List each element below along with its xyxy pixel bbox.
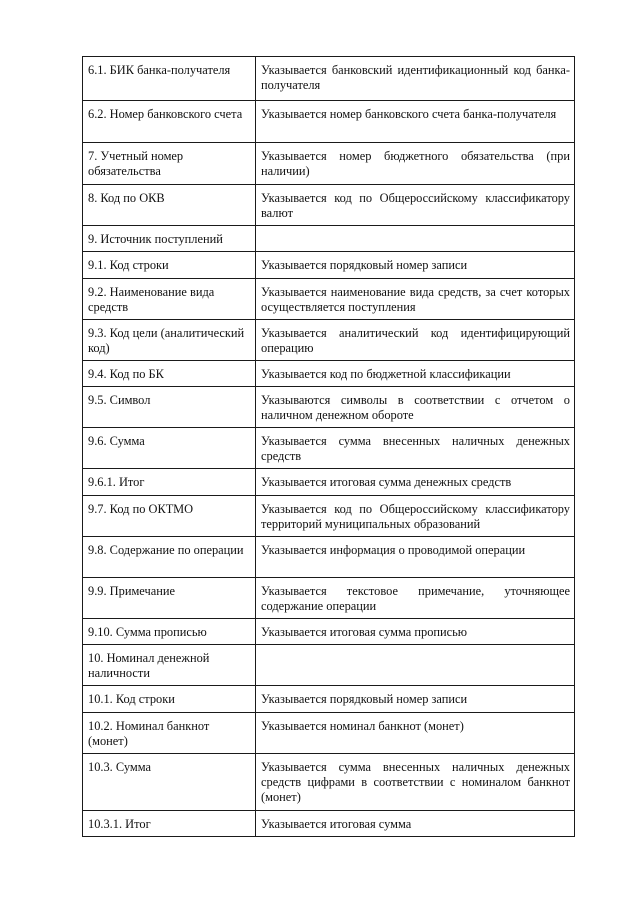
field-description-cell: Указывается порядковый номер записи [256, 686, 575, 713]
field-description-cell: Указывается итоговая сумма [256, 811, 575, 837]
field-name-cell: 6.2. Номер банковского счета [83, 101, 256, 143]
field-name-cell: 9.9. Примечание [83, 578, 256, 619]
field-description-cell: Указывается код по Общероссийскому классификатору территорий муниципальных образований [256, 496, 575, 537]
table-row [83, 496, 575, 537]
field-name-cell: 7. Учетный номер обязательства [83, 143, 256, 185]
field-name-cell: 10.1. Код строки [83, 686, 256, 713]
table-row [83, 252, 575, 279]
field-description-cell: Указывается номинал банкнот (монет) [256, 713, 575, 754]
table-row [83, 101, 575, 143]
field-name-cell: 10.2. Номинал банкнот (монет) [83, 713, 256, 754]
field-name-cell: 9.3. Код цели (аналитический код) [83, 320, 256, 361]
table-row [83, 279, 575, 320]
field-description-cell [256, 226, 575, 252]
field-description-cell: Указывается код по бюджетной классификации [256, 361, 575, 387]
field-name-cell: 9.4. Код по БК [83, 361, 256, 387]
table-row [83, 185, 575, 226]
table-row [83, 754, 575, 811]
table-row [83, 686, 575, 713]
table-row [83, 537, 575, 578]
field-description-cell: Указывается номер бюджетного обязательства (при наличии) [256, 143, 575, 185]
field-name-cell: 6.1. БИК банка-получателя [83, 57, 256, 101]
table-row [83, 469, 575, 496]
field-description-cell: Указывается сумма внесенных наличных денежных средств [256, 428, 575, 469]
table-row [83, 320, 575, 361]
field-description-cell: Указывается текстовое примечание, уточняющее содержание операции [256, 578, 575, 619]
field-name-cell: 10. Номинал денежной наличности [83, 645, 256, 686]
field-description-cell: Указывается информация о проводимой операции [256, 537, 575, 578]
table-row [83, 361, 575, 387]
table-row [83, 387, 575, 428]
table-row [83, 619, 575, 645]
field-description-cell: Указывается банковский идентификационный код банка-получателя [256, 57, 575, 101]
requisites-table-body [83, 57, 575, 837]
field-description-cell: Указывается сумма внесенных наличных денежных средств цифрами в соответствии с номиналом банкнот (монет) [256, 754, 575, 811]
field-name-cell: 9. Источник поступлений [83, 226, 256, 252]
requisites-table [82, 56, 575, 837]
table-row [83, 578, 575, 619]
field-description-cell: Указывается код по Общероссийскому классификатору валют [256, 185, 575, 226]
field-name-cell: 9.7. Код по ОКТМО [83, 496, 256, 537]
table-row [83, 57, 575, 101]
field-name-cell: 8. Код по ОКВ [83, 185, 256, 226]
table-row [83, 143, 575, 185]
field-name-cell: 10.3. Сумма [83, 754, 256, 811]
field-description-cell: Указывается наименование вида средств, за счет которых осуществляется поступления [256, 279, 575, 320]
table-row [83, 811, 575, 837]
field-name-cell: 9.1. Код строки [83, 252, 256, 279]
field-description-cell [256, 645, 575, 686]
field-name-cell: 9.6. Сумма [83, 428, 256, 469]
table-row [83, 226, 575, 252]
field-name-cell: 9.10. Сумма прописью [83, 619, 256, 645]
field-description-cell: Указывается аналитический код идентифицирующий операцию [256, 320, 575, 361]
field-name-cell: 9.6.1. Итог [83, 469, 256, 496]
field-description-cell: Указывается номер банковского счета банка-получателя [256, 101, 575, 143]
field-name-cell: 9.8. Содержание по операции [83, 537, 256, 578]
field-description-cell: Указываются символы в соответствии с отчетом о наличном денежном обороте [256, 387, 575, 428]
field-description-cell: Указывается итоговая сумма денежных средств [256, 469, 575, 496]
table-row [83, 428, 575, 469]
field-name-cell: 9.5. Символ [83, 387, 256, 428]
field-name-cell: 10.3.1. Итог [83, 811, 256, 837]
field-name-cell: 9.2. Наименование вида средств [83, 279, 256, 320]
table-row [83, 713, 575, 754]
field-description-cell: Указывается итоговая сумма прописью [256, 619, 575, 645]
field-description-cell: Указывается порядковый номер записи [256, 252, 575, 279]
table-row [83, 645, 575, 686]
